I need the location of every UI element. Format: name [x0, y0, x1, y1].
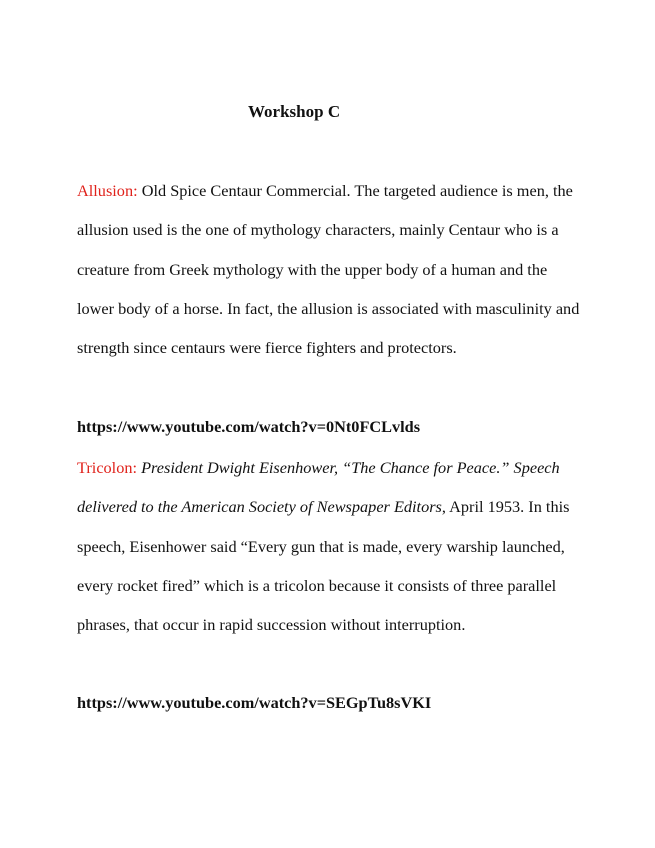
allusion-text: Old Spice Centaur Commercial. The targeted audience is men, the allusion used is the one of mythology characters, mainly Centaur who is a creature from Greek mythology with the upper body of a human and the lower body of a horse. In fact, the allusion is associated with masculinity and strength since centaurs were fierce fighters and protectors. [77, 181, 580, 358]
allusion-video-link[interactable]: https://www.youtube.com/watch?v=0Nt0FCLvlds [77, 417, 421, 436]
allusion-paragraph [77, 171, 582, 367]
tricolon-source-citation: President Dwight Eisenhower, “The Chance for Peace.” Speech delivered to the American Society of Newspaper Editors [77, 458, 560, 517]
tricolon-text: , April 1953. In this speech, Eisenhower said “Every gun that is made, every warship launched, every rocket fired” which is a tricolon because it consists of three parallel phrases, that occur in rapid succession without interruption. [77, 497, 570, 635]
document-title: Workshop C [248, 102, 341, 121]
allusion-label: Allusion: [77, 181, 138, 200]
tricolon-video-link[interactable]: https://www.youtube.com/watch?v=SEGpTu8sVKI [77, 693, 432, 712]
tricolon-paragraph [77, 448, 582, 644]
tricolon-label: Tricolon: [77, 458, 138, 477]
